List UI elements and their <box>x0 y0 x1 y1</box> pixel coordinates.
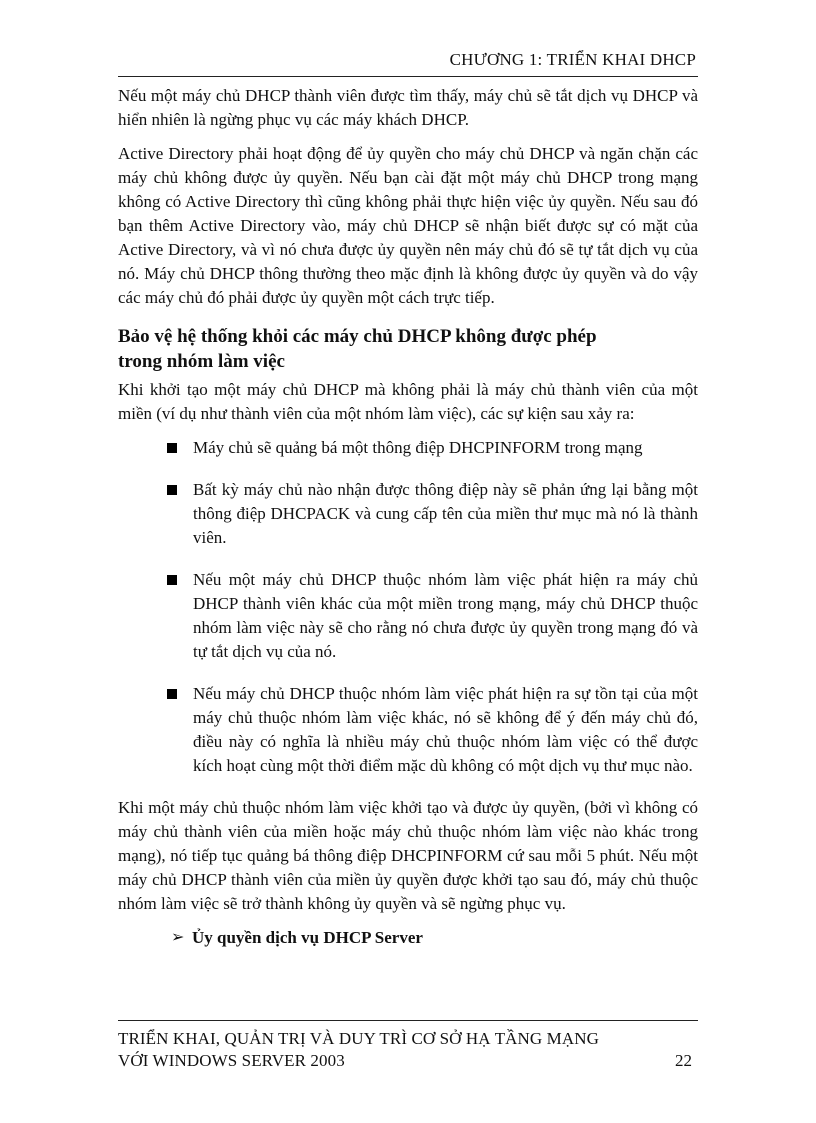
book-title-line-1: TRIỂN KHAI, QUẢN TRỊ VÀ DUY TRÌ CƠ SỞ HẠ TẦNG MẠNG <box>118 1029 599 1048</box>
sub-heading <box>118 926 698 950</box>
list-item-text: Bất kỳ máy chủ nào nhận được thông điệp này sẽ phản ứng lại bằng một thông điệp DHCPACK và cung cấp tên của miền thư mục mà nó là thành viên. <box>193 480 698 547</box>
bullet-list <box>118 436 698 778</box>
page-footer <box>118 1020 698 1072</box>
square-bullet-icon <box>167 689 177 699</box>
section-heading-line-1: Bảo vệ hệ thống khỏi các máy chủ DHCP không được phép <box>118 326 597 347</box>
list-item-text: Nếu một máy chủ DHCP thuộc nhóm làm việc phát hiện ra máy chủ DHCP thành viên khác của một miền trong mạng, máy chủ DHCP thuộc nhóm làm việc này sẽ cho rằng nó chưa được ủy quyền trong mạng đó và tự tắt dịch vụ của nó. <box>193 570 698 661</box>
list-item <box>118 682 698 778</box>
page-number: 22 <box>675 1051 692 1070</box>
square-bullet-icon <box>167 575 177 585</box>
arrow-bullet-icon: ➢ <box>171 929 185 946</box>
paragraph-2: Active Directory phải hoạt động để ủy quyền cho máy chủ DHCP và ngăn chặn các máy chủ không được ủy quyền. Nếu bạn cài đặt một máy chủ DHCP trong mạng không có Active Directory thì cũng không phải thực hiện việc ủy quyền. Nếu sau đó bạn thêm Active Directory vào, máy chủ DHCP sẽ nhận biết được sự có mặt của Active Directory, và vì nó chưa được ủy quyền nên máy chủ đó sẽ tự tắt dịch vụ của nó. Máy chủ DHCP thông thường theo mặc định là không được ủy quyền và do vậy các máy chủ đó phải được ủy quyền một cách trực tiếp. <box>118 144 698 307</box>
list-item <box>118 568 698 664</box>
sub-heading-text: Ủy quyền dịch vụ DHCP Server <box>192 928 423 947</box>
list-item-text: Nếu máy chủ DHCP thuộc nhóm làm việc phát hiện ra sự tồn tại của một máy chủ thuộc nhóm làm việc khác, nó sẽ không để ý đến máy chủ đó, điều này có nghĩa là nhiều máy chủ thuộc nhóm làm việc có thể được kích hoạt cùng một thời điểm mặc dù không có một dịch vụ thư mục nào. <box>193 684 698 775</box>
section-intro: Khi khởi tạo một máy chủ DHCP mà không phải là máy chủ thành viên của một miền (ví dụ như thành viên của một nhóm làm việc), các sự kiện sau xảy ra: <box>118 380 698 423</box>
book-title-line-2: VỚI WINDOWS SERVER 2003 <box>118 1051 345 1070</box>
page-content <box>118 84 698 950</box>
list-item <box>118 436 698 460</box>
section-heading <box>118 324 698 374</box>
square-bullet-icon <box>167 485 177 495</box>
closing-paragraph: Khi một máy chủ thuộc nhóm làm việc khởi tạo và được ủy quyền, (bởi vì không có máy chủ thành viên của miền hoặc máy chủ thuộc nhóm làm việc nào khác trong mạng), nó tiếp tục quảng bá thông điệp DHCPINFORM cứ sau mỗi 5 phút. Nếu một máy chủ DHCP thành viên của miền ủy quyền được khởi tạo sau đó, máy chủ thuộc nhóm làm việc sẽ trở thành không ủy quyền và sẽ ngừng phục vụ. <box>118 798 698 913</box>
section-heading-line-2: trong nhóm làm việc <box>118 351 285 372</box>
page-header <box>118 48 698 77</box>
chapter-title: CHƯƠNG 1: TRIỂN KHAI DHCP <box>449 50 696 69</box>
list-item <box>118 478 698 550</box>
list-item-text: Máy chủ sẽ quảng bá một thông điệp DHCPINFORM trong mạng <box>193 438 643 457</box>
square-bullet-icon <box>167 443 177 453</box>
paragraph-1: Nếu một máy chủ DHCP thành viên được tìm thấy, máy chủ sẽ tắt dịch vụ DHCP và hiển nhiên là ngừng phục vụ các máy khách DHCP. <box>118 86 698 129</box>
